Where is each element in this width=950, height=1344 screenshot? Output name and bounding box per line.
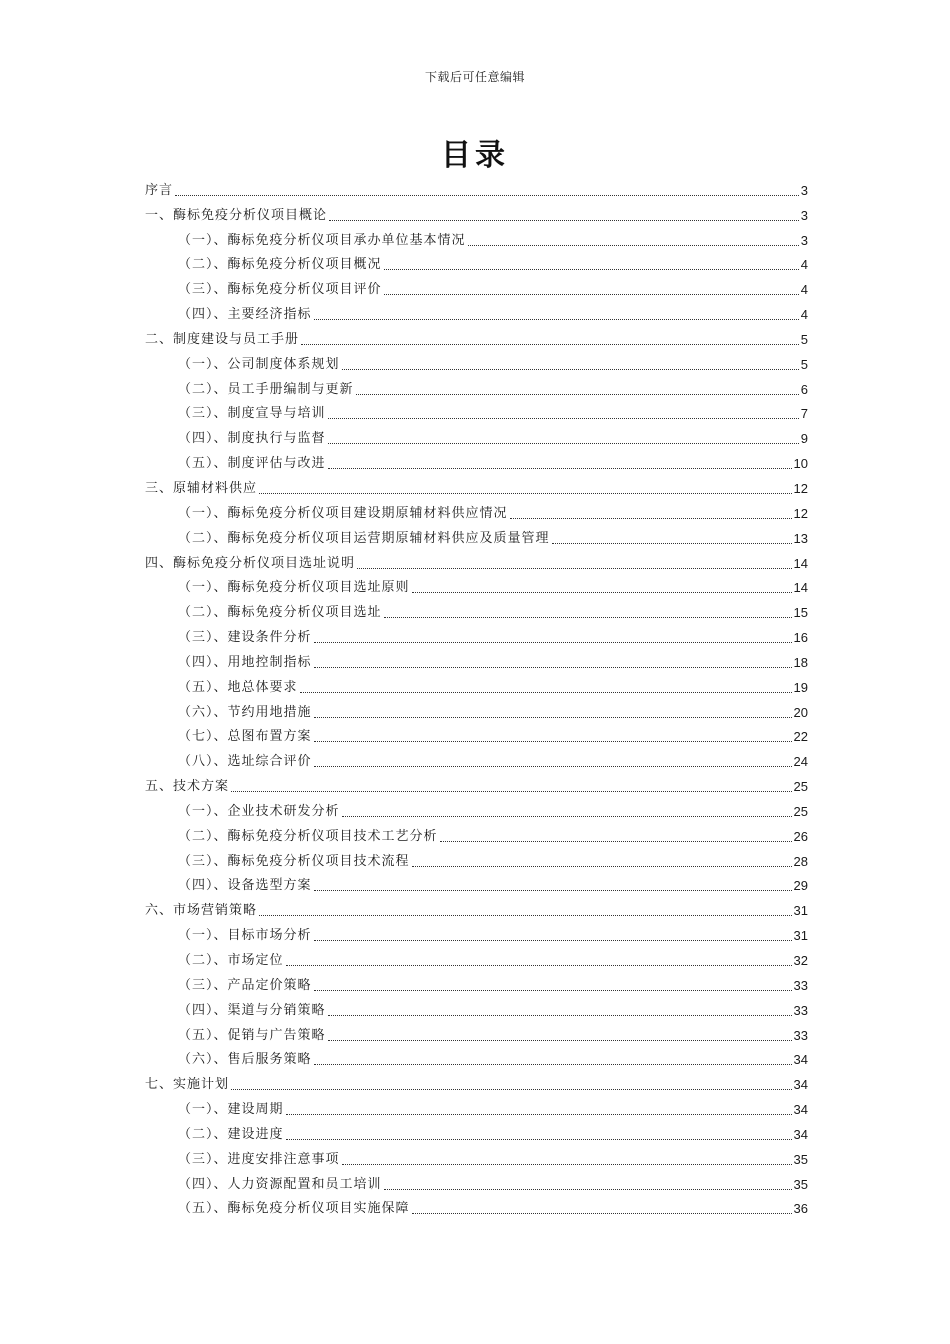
toc-entry[interactable] <box>145 348 808 373</box>
toc-entry-text: （三）、制度宣导与培训 <box>178 406 326 422</box>
toc-dot-leader <box>314 666 792 668</box>
toc-dot-leader <box>384 1188 792 1190</box>
toc-entry-text: （一）、建设周期 <box>178 1102 284 1118</box>
toc-entry[interactable] <box>145 472 808 497</box>
toc-dot-leader <box>231 790 792 792</box>
toc-dot-leader <box>412 1212 792 1214</box>
toc-page-number: 13 <box>793 530 808 546</box>
toc-page-number: 4 <box>800 307 808 323</box>
toc-dot-leader <box>300 691 792 693</box>
toc-dot-leader <box>356 393 799 395</box>
toc-page-number: 3 <box>800 232 808 248</box>
toc-dot-leader <box>412 591 792 593</box>
toc-page-number: 15 <box>793 605 808 621</box>
toc-page-number: 31 <box>793 928 808 944</box>
toc-page-number: 14 <box>793 555 808 571</box>
toc-page-number: 19 <box>793 679 808 695</box>
toc-dot-leader <box>468 244 799 246</box>
toc-dot-leader <box>342 815 792 817</box>
toc-page-number: 5 <box>800 356 808 372</box>
toc-dot-leader <box>510 517 792 519</box>
toc-page-number: 10 <box>793 456 808 472</box>
page-header: 下载后可任意编辑 <box>424 70 525 84</box>
toc-entry[interactable] <box>145 646 808 671</box>
toc-entry-text: （一）、酶标免疫分析仪项目建设期原辅材料供应情况 <box>178 505 508 521</box>
toc-entry[interactable] <box>145 944 808 969</box>
toc-page-number: 16 <box>793 630 808 646</box>
toc-dot-leader <box>301 343 799 345</box>
toc-page-number: 22 <box>793 729 808 745</box>
toc-entry-text: （三）、产品定价策略 <box>178 977 312 993</box>
toc-entry[interactable] <box>145 696 808 721</box>
toc-entry[interactable] <box>145 373 808 398</box>
toc-dot-leader <box>286 1138 792 1140</box>
toc-entry[interactable] <box>145 795 808 820</box>
toc-page-number: 18 <box>793 654 808 670</box>
toc-page-number: 14 <box>793 580 808 596</box>
toc-dot-leader <box>357 567 792 569</box>
toc-entry-text: （二）、酶标免疫分析仪项目概况 <box>178 257 382 273</box>
toc-entry-text: （二）、市场定位 <box>178 953 284 968</box>
toc-entry-text: （三）、进度安排注意事项 <box>178 1151 340 1167</box>
toc-entry[interactable] <box>145 572 808 597</box>
toc-page-number: 34 <box>793 1102 808 1118</box>
toc-dot-leader <box>259 914 792 916</box>
toc-entry[interactable] <box>145 273 808 298</box>
toc-entry[interactable] <box>145 497 808 522</box>
toc-dot-leader <box>314 1063 792 1065</box>
toc-dot-leader <box>440 840 792 842</box>
toc-entry-text: 一、酶标免疫分析仪项目概论 <box>145 207 328 223</box>
toc-page-number: 24 <box>793 754 808 770</box>
toc-entry-text: 三、原辅材料供应 <box>145 480 258 496</box>
toc-dot-leader <box>314 641 792 643</box>
toc-dot-leader <box>384 268 799 270</box>
toc-entry[interactable] <box>145 1093 808 1118</box>
toc-page-number: 35 <box>793 1151 808 1167</box>
toc-entry-text: （四）、人力资源配置和员工培训 <box>178 1176 382 1192</box>
toc-entry-text: （一）、酶标免疫分析仪项目选址原则 <box>178 580 410 596</box>
toc-entry-text: （一）、公司制度体系规划 <box>178 356 340 372</box>
toc-entry[interactable] <box>145 522 808 547</box>
toc-entry[interactable] <box>145 398 808 423</box>
toc-dot-leader <box>314 740 792 742</box>
toc-entry[interactable] <box>145 919 808 944</box>
toc-dot-leader <box>342 368 799 370</box>
toc-entry[interactable] <box>145 721 808 746</box>
toc-entry[interactable] <box>145 994 808 1019</box>
toc-entry-text: （三）、酶标免疫分析仪项目技术流程 <box>178 853 410 869</box>
toc-dot-leader <box>314 939 792 941</box>
toc-list <box>145 174 808 1217</box>
toc-entry-text: （二）、酶标免疫分析仪项目选址 <box>178 605 382 621</box>
toc-page-number: 28 <box>793 853 808 869</box>
toc-entry-text: 四、酶标免疫分析仪项目选址说明 <box>145 555 356 571</box>
toc-entry-text: （一）、酶标免疫分析仪项目承办单位基本情况 <box>178 232 466 248</box>
toc-entry-text: （二）、酶标免疫分析仪项目技术工艺分析 <box>178 828 438 844</box>
toc-dot-leader <box>328 417 799 419</box>
toc-entry[interactable] <box>145 1168 808 1193</box>
toc-page-number: 12 <box>793 480 808 496</box>
toc-page-number: 31 <box>793 903 808 919</box>
toc-entry[interactable] <box>145 199 808 224</box>
toc-page-number: 36 <box>793 1201 808 1217</box>
toc-entry-text: （二）、建设进度 <box>178 1126 284 1142</box>
toc-entry-text: （二）、员工手册编制与更新 <box>178 381 354 397</box>
toc-page-number: 34 <box>793 1052 808 1068</box>
toc-entry-text: （一）、目标市场分析 <box>178 928 312 944</box>
toc-entry[interactable] <box>145 745 808 770</box>
toc-entry[interactable] <box>145 1118 808 1143</box>
toc-page-number: 33 <box>793 1002 808 1018</box>
toc-dot-leader <box>314 716 792 718</box>
toc-entry[interactable] <box>145 621 808 646</box>
toc-dot-leader <box>328 1039 792 1041</box>
toc-page-number: 25 <box>793 779 808 795</box>
toc-entry[interactable] <box>145 174 808 199</box>
toc-dot-leader <box>286 1113 792 1115</box>
toc-entry[interactable] <box>145 969 808 994</box>
toc-entry[interactable] <box>145 422 808 447</box>
toc-page-number: 35 <box>793 1176 808 1192</box>
toc-entry-text: 二、制度建设与员工手册 <box>145 331 300 347</box>
toc-entry-text: （五）、促销与广告策略 <box>178 1027 326 1043</box>
toc-dot-leader <box>328 1014 792 1016</box>
toc-entry[interactable] <box>145 547 808 572</box>
toc-page-number: 25 <box>793 803 808 819</box>
toc-dot-leader <box>384 616 792 618</box>
toc-entry-text: （四）、设备选型方案 <box>178 878 312 894</box>
toc-entry[interactable] <box>145 447 808 472</box>
toc-page-number: 12 <box>793 505 808 521</box>
toc-dot-leader <box>329 219 799 221</box>
toc-page-number: 33 <box>793 1027 808 1043</box>
toc-entry-text: （四）、用地控制指标 <box>178 654 312 670</box>
toc-title: 目录 <box>441 138 509 173</box>
toc-entry-text: （五）、酶标免疫分析仪项目实施保障 <box>178 1201 410 1217</box>
toc-page-number: 32 <box>793 953 808 968</box>
toc-dot-leader <box>314 989 792 991</box>
toc-dot-leader <box>314 318 799 320</box>
toc-entry[interactable] <box>145 1068 808 1093</box>
toc-entry-text: （八）、选址综合评价 <box>178 754 312 770</box>
toc-dot-leader <box>328 467 792 469</box>
toc-dot-leader <box>259 492 792 494</box>
toc-dot-leader <box>342 1163 792 1165</box>
toc-dot-leader <box>552 542 792 544</box>
toc-entry[interactable] <box>145 249 808 274</box>
toc-entry-text: 七、实施计划 <box>145 1077 230 1093</box>
toc-entry[interactable] <box>145 1143 808 1168</box>
toc-entry[interactable] <box>145 596 808 621</box>
toc-dot-leader <box>314 765 792 767</box>
toc-entry[interactable] <box>145 770 808 795</box>
toc-entry[interactable] <box>145 845 808 870</box>
toc-entry[interactable] <box>145 224 808 249</box>
toc-entry-text: （四）、制度执行与监督 <box>178 431 326 447</box>
toc-page-number: 33 <box>793 977 808 993</box>
toc-entry-text: （四）、渠道与分销策略 <box>178 1002 326 1018</box>
toc-page-number: 34 <box>793 1126 808 1142</box>
toc-page-number: 7 <box>800 406 808 422</box>
toc-dot-leader <box>328 442 799 444</box>
toc-entry[interactable] <box>145 870 808 895</box>
toc-entry-text: 六、市场营销策略 <box>145 903 258 919</box>
toc-page-number: 34 <box>793 1077 808 1093</box>
toc-dot-leader <box>231 1088 792 1090</box>
toc-page-number: 4 <box>800 257 808 273</box>
toc-entry[interactable] <box>145 1044 808 1069</box>
toc-page-number: 3 <box>800 207 808 223</box>
toc-entry-text: （四）、主要经济指标 <box>178 307 312 323</box>
toc-entry[interactable] <box>145 671 808 696</box>
toc-entry-text: 五、技术方案 <box>145 779 230 795</box>
toc-entry-text: 序言 <box>145 182 174 198</box>
toc-entry[interactable] <box>145 820 808 845</box>
toc-entry-text: （六）、节约用地措施 <box>178 704 312 720</box>
toc-page-number: 4 <box>800 282 808 298</box>
toc-dot-leader <box>412 865 792 867</box>
toc-dot-leader <box>286 964 792 966</box>
toc-page-number: 3 <box>800 182 808 198</box>
toc-dot-leader <box>384 293 799 295</box>
toc-entry-text: （五）、地总体要求 <box>178 679 298 695</box>
toc-entry-text: （六）、售后服务策略 <box>178 1052 312 1068</box>
toc-entry-text: （三）、建设条件分析 <box>178 630 312 646</box>
toc-entry-text: （五）、制度评估与改进 <box>178 456 326 472</box>
toc-entry[interactable] <box>145 1019 808 1044</box>
toc-entry[interactable] <box>145 894 808 919</box>
toc-page-number: 5 <box>800 331 808 347</box>
toc-page-number: 9 <box>800 431 808 447</box>
toc-page-number: 6 <box>800 381 808 397</box>
toc-entry-text: （七）、总图布置方案 <box>178 729 312 745</box>
toc-entry-text: （一）、企业技术研发分析 <box>178 803 340 819</box>
toc-entry-text: （二）、酶标免疫分析仪项目运营期原辅材料供应及质量管理 <box>178 530 550 546</box>
toc-dot-leader <box>175 194 799 196</box>
toc-entry[interactable] <box>145 1193 808 1218</box>
toc-entry[interactable] <box>145 298 808 323</box>
toc-page-number: 20 <box>793 704 808 720</box>
toc-page-number: 29 <box>793 878 808 894</box>
toc-dot-leader <box>314 889 792 891</box>
toc-entry[interactable] <box>145 323 808 348</box>
toc-page-number: 26 <box>793 828 808 844</box>
toc-entry-text: （三）、酶标免疫分析仪项目评价 <box>178 282 382 298</box>
